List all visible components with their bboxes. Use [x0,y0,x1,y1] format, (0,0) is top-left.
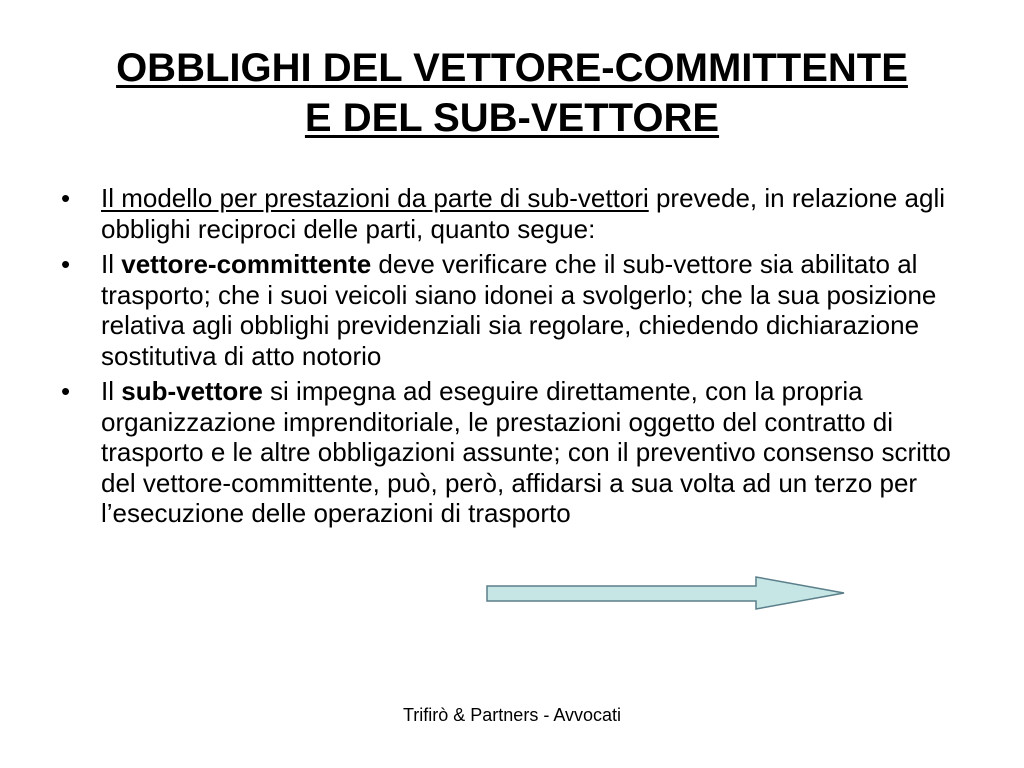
right-arrow-icon [486,576,848,612]
list-item [61,376,961,529]
bullet-dot: • [61,249,71,279]
footer-text: Trifirò & Partners - Avvocati [402,705,622,725]
bullet-3-prefix: Il [101,376,122,406]
list-item [61,249,961,371]
bullet-1-underlined-text: Il modello per prestazioni da parte di sub-vettori [101,183,649,213]
bullet-list [61,183,961,534]
bullet-1-text: prevede, in relazione agli obblighi reciproci delle parti, quanto segue: [101,183,946,244]
bullet-dot: • [61,376,71,406]
slide-title [40,43,984,143]
bullet-2-bold-term: vettore-committente [121,249,372,279]
title-line-1: OBBLIGHI DEL VETTORE-COMMITTENTE [116,46,908,90]
title-line-2: E DEL SUB-VETTORE [304,96,720,140]
bullet-2-text: deve verificare che il sub-vettore sia abilitato al trasporto; che i suoi veicoli siano idonei a svolgerlo; che la sua posizione relativa agli obblighi previdenziali sia regolare, chiedendo dichiarazione sostitutiva di atto notorio [101,249,937,371]
bullet-2-prefix: Il [101,249,122,279]
bullet-3-bold-term: sub-vettore [121,376,263,406]
bullet-3-text: si impegna ad eseguire direttamente, con la propria organizzazione imprenditoriale, le prestazioni oggetto del contratto di trasporto e le altre obbligazioni assunte; con il preventivo consenso scritto del vettore-committente, può, però, affidarsi a sua volta ad un terzo per l’esecuzione delle operazioni di trasporto [101,376,951,528]
list-item [61,183,961,244]
bullet-dot: • [61,183,71,213]
